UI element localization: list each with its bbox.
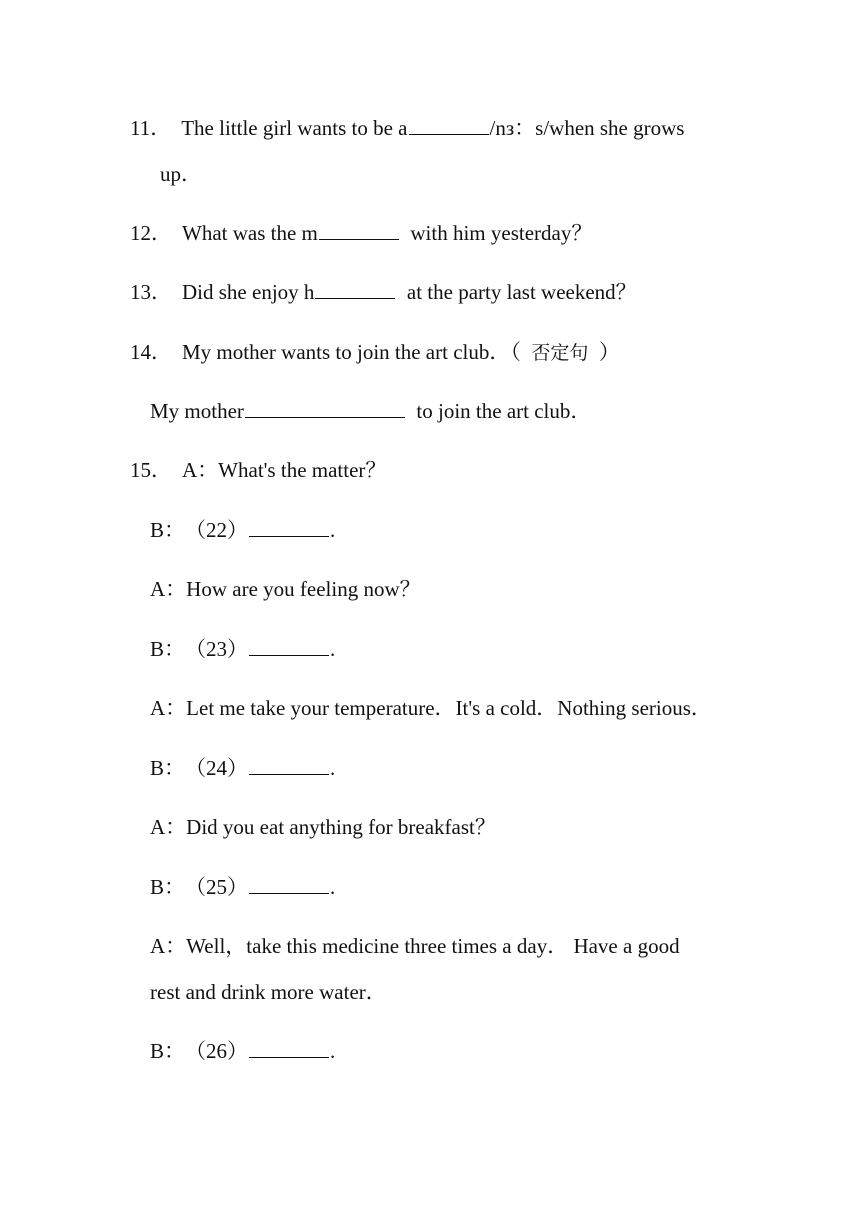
dialog-end: . — [330, 1039, 336, 1063]
dialog-text: rest and drink more water． — [150, 980, 387, 1004]
dialog-line — [150, 635, 335, 663]
answer-blank[interactable] — [249, 873, 329, 894]
question-number: 13． — [130, 280, 172, 304]
dialog-text: Did you eat anything for breakfast？ — [186, 815, 496, 839]
dialog-line — [150, 813, 496, 841]
speaker-label: B： — [150, 518, 186, 542]
question-number: 11． — [130, 116, 172, 140]
speaker-label: B： — [150, 875, 186, 899]
dialog-line — [150, 575, 421, 603]
answer-blank[interactable] — [315, 278, 395, 299]
question-text: What was the m — [182, 221, 318, 245]
question-number: 14． — [130, 340, 172, 364]
speaker-label: A： — [150, 934, 187, 958]
dialog-line — [150, 754, 335, 782]
question-text: Did she enjoy h — [182, 280, 315, 304]
answer-blank[interactable] — [249, 635, 329, 656]
answer-blank[interactable] — [249, 516, 329, 537]
question-text: with him yesterday？ — [410, 221, 593, 245]
speaker-label: A： — [182, 458, 219, 482]
dialog-end: . — [330, 518, 336, 542]
dialog-line-continued — [150, 978, 387, 1006]
question-text: /nз：s/when she grows — [489, 116, 685, 140]
dialog-number: （24） — [185, 756, 249, 780]
dialog-text: How are you feeling now？ — [186, 577, 421, 601]
dialog-end: . — [330, 756, 336, 780]
answer-suffix: to join the art club． — [416, 399, 592, 423]
dialog-text: Let me take your temperature．It's a cold．Nothing serious． — [186, 696, 712, 720]
question-15 — [130, 456, 386, 484]
dialog-line — [150, 1037, 335, 1065]
instruction-hint: 否定句 — [531, 342, 589, 364]
speaker-label: A： — [150, 815, 187, 839]
dialog-number: （23） — [185, 637, 249, 661]
question-14-answer-line — [150, 397, 591, 425]
question-12 — [130, 219, 592, 247]
dialog-line — [150, 932, 680, 960]
dialog-number: （25） — [185, 875, 249, 899]
question-text: at the party last weekend？ — [406, 280, 637, 304]
dialog-line — [150, 516, 335, 544]
answer-blank[interactable] — [249, 754, 329, 775]
question-text: The little girl wants to be a — [181, 116, 408, 140]
speaker-label: A： — [150, 696, 187, 720]
answer-blank[interactable] — [409, 114, 489, 135]
question-14 — [130, 338, 620, 367]
question-number: 15． — [130, 458, 172, 482]
answer-prefix: My mother — [150, 399, 244, 423]
question-text: My mother wants to join the art club．（ — [182, 340, 521, 364]
speaker-label: B： — [150, 1039, 186, 1063]
speaker-label: A： — [150, 577, 187, 601]
dialog-line — [150, 694, 712, 722]
dialog-text: What's the matter？ — [218, 458, 387, 482]
answer-blank[interactable] — [245, 397, 405, 418]
dialog-line — [150, 873, 335, 901]
dialog-number: （26） — [185, 1039, 249, 1063]
question-text: ） — [598, 340, 620, 364]
dialog-end: . — [330, 637, 336, 661]
question-text: up． — [160, 162, 202, 186]
speaker-label: B： — [150, 637, 186, 661]
question-11 — [130, 114, 684, 142]
question-11-continued — [160, 160, 202, 188]
dialog-end: . — [330, 875, 336, 899]
dialog-number: （22） — [185, 518, 249, 542]
question-number: 12． — [130, 221, 172, 245]
question-13 — [130, 278, 637, 306]
answer-blank[interactable] — [249, 1037, 329, 1058]
speaker-label: B： — [150, 756, 186, 780]
dialog-text: Well，take this medicine three times a day． Have a good — [186, 934, 680, 958]
answer-blank[interactable] — [319, 219, 399, 240]
